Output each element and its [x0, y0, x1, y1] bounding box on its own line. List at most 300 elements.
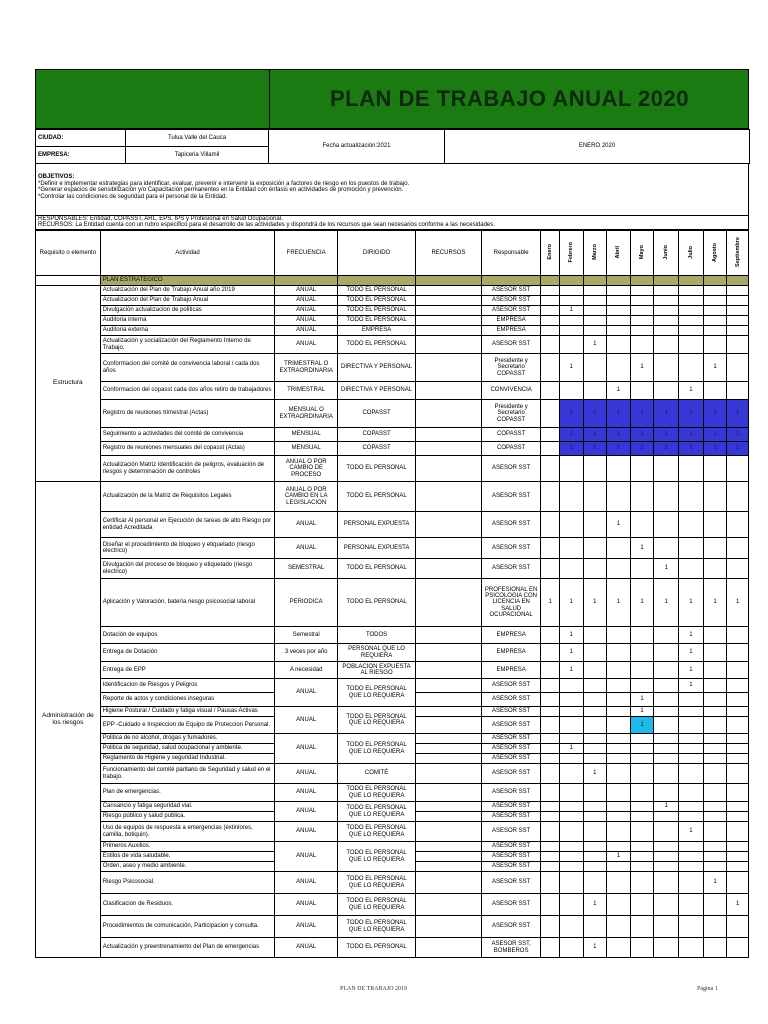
month-cell	[541, 754, 559, 764]
month-cell	[630, 754, 654, 764]
title-cell	[270, 70, 748, 128]
month-cell	[703, 862, 727, 872]
month-cell: 1	[679, 428, 704, 442]
month-cell	[607, 693, 631, 707]
month-cell	[727, 354, 749, 382]
target-cell: EMPRESA	[338, 326, 416, 336]
month-cell: 1	[559, 662, 583, 679]
responsible-cell: ASESOR SST	[481, 717, 541, 734]
month-cell: 1	[727, 579, 749, 627]
responsible-cell: ASESOR SST	[481, 872, 541, 894]
month-cell	[583, 326, 607, 336]
month-cell	[703, 754, 727, 764]
month-cell: 1	[559, 627, 583, 644]
target-cell: PERSONAL QUE LO REQUIERA	[338, 644, 416, 662]
month-cell	[541, 744, 559, 754]
activity-cell: Riesgo Psicosocial.	[100, 872, 275, 894]
month-cell	[541, 802, 559, 812]
month-cell	[559, 862, 583, 872]
month-cell	[559, 784, 583, 802]
month-cell	[654, 938, 679, 958]
month-cell	[583, 754, 607, 764]
month-cell	[607, 717, 631, 734]
frequency-cell: ANUAL	[275, 326, 338, 336]
month-cell: 1	[607, 512, 631, 538]
month-cell	[630, 862, 654, 872]
month-cell	[654, 707, 679, 717]
target-cell: TODO EL PERSONAL QUE LO REQUIERA	[338, 872, 416, 894]
month-cell	[630, 679, 654, 693]
responsible-cell: ASESOR SST	[481, 296, 541, 306]
resources-cell	[416, 734, 482, 744]
target-cell: DIRECTIVA Y PERSONAL	[338, 354, 416, 382]
month-cell: 1	[679, 382, 704, 400]
responsible-cell: ASESOR SST, BOMBEROS	[481, 938, 541, 958]
month-cell: 1	[679, 400, 704, 428]
resources-cell	[416, 764, 482, 784]
month-cell	[727, 872, 749, 894]
activity-cell: Funcionamiento del comité paritario de Seguridad y salud en el trabajo.	[100, 764, 275, 784]
month-cell	[541, 784, 559, 802]
responsible-cell: ASESOR SST	[481, 286, 541, 296]
month-cell: 1	[630, 693, 654, 707]
month-cell	[607, 754, 631, 764]
activity-cell: Orden, aseo y medio ambiente.	[100, 862, 275, 872]
month-cell	[727, 679, 749, 693]
resources-cell	[416, 456, 482, 482]
month-cell	[559, 894, 583, 916]
responsible-cell: ASESOR SST	[481, 802, 541, 812]
resources-cell	[416, 707, 482, 717]
activity-cell: Cansancio y fatiga seguridad vial.	[100, 802, 275, 812]
month-cell: 1	[559, 644, 583, 662]
month-cell	[654, 644, 679, 662]
month-cell	[583, 707, 607, 717]
resources-cell	[416, 842, 482, 852]
resources-cell	[416, 296, 482, 306]
month-cell	[607, 316, 631, 326]
responsible-cell: ASESOR SST	[481, 764, 541, 784]
responsible-cell: ASESOR SST	[481, 679, 541, 693]
responsible-cell: CONVIVENCIA	[481, 382, 541, 400]
month-cell: 1	[630, 428, 654, 442]
frequency-cell: ANUAL	[275, 802, 338, 822]
frequency-cell: MENSUAL	[275, 428, 338, 442]
month-cell	[559, 754, 583, 764]
activity-cell: Clasificacion de Residuos.	[100, 894, 275, 916]
frequency-cell: SEMESTRAL	[275, 559, 338, 579]
table-row	[36, 938, 749, 958]
frequency-cell: ANUAL	[275, 296, 338, 306]
table-row	[36, 662, 749, 679]
responsible-cell: ASESOR SST	[481, 693, 541, 707]
month-cell	[703, 644, 727, 662]
month-cell	[607, 812, 631, 822]
month-cell	[703, 662, 727, 679]
month-cell	[583, 382, 607, 400]
month-cell: 1	[630, 442, 654, 456]
month-cell: 1	[583, 400, 607, 428]
month-cell	[679, 872, 704, 894]
target-cell: TODO EL PERSONAL QUE LO REQUIERA	[338, 734, 416, 764]
responsible-cell: ASESOR SST	[481, 482, 541, 512]
work-plan-sheet	[35, 69, 749, 958]
month-cell	[703, 784, 727, 802]
logo-area	[36, 70, 270, 128]
month-cell: 1	[630, 579, 654, 627]
month-cell	[679, 916, 704, 938]
month-cell	[541, 442, 559, 456]
month-cell	[630, 512, 654, 538]
month-cell	[679, 812, 704, 822]
header-month-enero: Enero	[541, 231, 559, 276]
resources-cell	[416, 326, 482, 336]
target-cell: COPASST	[338, 400, 416, 428]
month-cell: 1	[559, 306, 583, 316]
target-cell: TODO EL PERSONAL	[338, 482, 416, 512]
month-cell	[559, 482, 583, 512]
month-cell	[607, 862, 631, 872]
month-cell	[541, 512, 559, 538]
responsible-cell: ASESOR SST	[481, 744, 541, 754]
header-month-julio: Julio	[679, 231, 704, 276]
target-cell: POBLACION EXPUESTA AL RIESGO	[338, 662, 416, 679]
activity-cell: Divulgación actualizacion de politicas	[100, 306, 275, 316]
resources-cell	[416, 644, 482, 662]
responsible-cell: Presidente y Secretario COPASST	[481, 354, 541, 382]
resources-cell	[416, 679, 482, 693]
table-row	[36, 822, 749, 842]
table-header-row	[36, 231, 749, 276]
month-cell	[727, 734, 749, 744]
table-row	[36, 627, 749, 644]
section-label: Administración de los riesgos	[36, 482, 101, 958]
month-cell: 1	[727, 442, 749, 456]
month-cell	[541, 627, 559, 644]
month-cell	[679, 286, 704, 296]
plan-date: ENERO 2020	[445, 130, 750, 164]
activities-table	[35, 230, 749, 958]
frequency-cell: ANUAL	[275, 538, 338, 559]
resources-cell	[416, 744, 482, 754]
month-cell	[583, 627, 607, 644]
month-cell	[654, 482, 679, 512]
month-cell	[630, 662, 654, 679]
frequency-cell: ANUAL	[275, 894, 338, 916]
month-cell	[703, 802, 727, 812]
month-cell	[727, 316, 749, 326]
month-cell	[541, 354, 559, 382]
table-row	[36, 316, 749, 326]
activity-cell: Reporte de actos y condiciones inseguras	[100, 693, 275, 707]
table-row	[36, 442, 749, 456]
frequency-cell: ANUAL	[275, 842, 338, 872]
responsables-line: RESPONSABLES: Entidad, COPASST, ARL, EPS, IPS y Profesional en Salud Ocupacional.	[38, 216, 283, 222]
month-cell	[654, 894, 679, 916]
target-cell: DIRECTIVA Y PERSONAL	[338, 382, 416, 400]
month-cell	[607, 482, 631, 512]
frequency-cell: ANUAL O POR CAMBIO DE PROCESO	[275, 456, 338, 482]
month-cell	[727, 717, 749, 734]
month-cell	[607, 662, 631, 679]
month-cell	[654, 862, 679, 872]
target-cell: TODO EL PERSONAL	[338, 938, 416, 958]
month-cell	[654, 784, 679, 802]
month-cell	[727, 538, 749, 559]
responsible-cell: ASESOR SST	[481, 559, 541, 579]
month-cell	[607, 872, 631, 894]
month-cell	[630, 938, 654, 958]
month-cell	[583, 354, 607, 382]
month-cell	[541, 862, 559, 872]
table-row	[36, 916, 749, 938]
month-cell	[559, 812, 583, 822]
table-row	[36, 512, 749, 538]
month-cell	[703, 559, 727, 579]
activity-cell: Estilos de vida saludable.	[100, 852, 275, 862]
header-month-marzo: Marzo	[583, 231, 607, 276]
month-cell	[541, 812, 559, 822]
resources-cell	[416, 579, 482, 627]
month-cell	[541, 644, 559, 662]
month-cell	[541, 822, 559, 842]
month-cell	[727, 336, 749, 354]
month-cell	[679, 693, 704, 707]
target-cell: TODO EL PERSONAL QUE LO REQUIERA	[338, 916, 416, 938]
month-cell: 1	[703, 428, 727, 442]
month-cell	[630, 482, 654, 512]
month-cell	[679, 802, 704, 812]
month-cell: 1	[703, 442, 727, 456]
month-cell	[541, 872, 559, 894]
month-cell: 1	[583, 336, 607, 354]
city-value: Tulua Valle del Cauca	[126, 130, 269, 147]
activity-cell: Riesgo público y salud publica.	[100, 812, 275, 822]
target-cell: TODO EL PERSONAL	[338, 316, 416, 326]
activity-cell: Divulgación del proceso de bloqueo y etiquetado (riesgo electrico)	[100, 559, 275, 579]
month-cell	[607, 842, 631, 852]
activity-cell: Reglamento de Higiene y seguridad Industrial.	[100, 754, 275, 764]
month-cell	[727, 296, 749, 306]
month-cell	[727, 644, 749, 662]
activity-cell: Actualizacion del Plan de Trabajo Anual	[100, 296, 275, 306]
month-cell	[559, 382, 583, 400]
activity-cell: Actualización Matriz Identificación de peligros, evaluación de riesgos y determinación de controles	[100, 456, 275, 482]
month-cell	[559, 286, 583, 296]
month-cell: 1	[679, 662, 704, 679]
activity-cell: Actualización y socialización del Reglamento Interno de Trabajo.	[100, 336, 275, 354]
month-cell	[559, 707, 583, 717]
table-row	[36, 286, 749, 296]
month-cell	[679, 744, 704, 754]
header-frecuencia: FRECUENCIA	[275, 231, 338, 276]
table-row	[36, 842, 749, 852]
month-cell	[607, 744, 631, 754]
month-cell	[703, 382, 727, 400]
frequency-cell: TRIMESTRAL O EXTRAORDINARIA	[275, 354, 338, 382]
month-cell: 1	[654, 442, 679, 456]
month-cell: 1	[583, 938, 607, 958]
month-cell	[630, 734, 654, 744]
frequency-cell: ANUAL	[275, 512, 338, 538]
month-cell: 1	[679, 627, 704, 644]
month-cell	[583, 679, 607, 693]
month-cell	[654, 764, 679, 784]
month-cell	[559, 717, 583, 734]
table-row	[36, 456, 749, 482]
month-cell	[679, 894, 704, 916]
month-cell: 1	[583, 442, 607, 456]
table-row	[36, 872, 749, 894]
month-cell	[541, 296, 559, 306]
month-cell: 1	[679, 679, 704, 693]
month-cell: 1	[607, 579, 631, 627]
month-cell	[654, 456, 679, 482]
month-cell: 1	[541, 579, 559, 627]
month-cell	[607, 764, 631, 784]
resources-cell	[416, 382, 482, 400]
month-cell	[727, 862, 749, 872]
month-cell	[679, 852, 704, 862]
responsible-cell: EMPRESA	[481, 326, 541, 336]
resources-cell	[416, 316, 482, 326]
band-label: PLAN ESTRATEGICO	[100, 276, 275, 286]
header-month-agosto: Agosto	[703, 231, 727, 276]
month-cell	[559, 842, 583, 852]
header-month-septiembre: Septiembre	[727, 231, 749, 276]
month-cell	[679, 456, 704, 482]
month-cell	[727, 707, 749, 717]
frequency-cell: ANUAL	[275, 734, 338, 764]
frequency-cell: ANUAL	[275, 784, 338, 802]
month-cell	[727, 822, 749, 842]
resources-cell	[416, 862, 482, 872]
month-cell	[559, 852, 583, 862]
target-cell: TODO EL PERSONAL	[338, 306, 416, 316]
month-cell	[607, 894, 631, 916]
month-cell: 1	[630, 354, 654, 382]
table-row	[36, 400, 749, 428]
responsible-cell: ASESOR SST	[481, 707, 541, 717]
month-cell	[630, 644, 654, 662]
target-cell: PERSONAL EXPUESTA	[338, 512, 416, 538]
month-cell	[654, 754, 679, 764]
page-title: PLAN DE TRABAJO ANUAL 2020	[330, 86, 689, 111]
month-cell: 1	[630, 717, 654, 734]
activity-cell: Identificacion de Riesgos y Peligros	[100, 679, 275, 693]
month-cell	[607, 802, 631, 812]
resources-cell	[416, 662, 482, 679]
month-cell	[583, 306, 607, 316]
table-row	[36, 382, 749, 400]
month-cell: 1	[630, 538, 654, 559]
objective-line: *Controlar las condiciones de seguridad para el personal de la Entidad.	[38, 193, 228, 200]
month-cell	[583, 802, 607, 812]
month-cell	[654, 538, 679, 559]
table-row	[36, 482, 749, 512]
month-cell	[654, 693, 679, 707]
month-cell: 1	[559, 744, 583, 754]
month-cell	[607, 734, 631, 744]
frequency-cell: TRIMESTRAL	[275, 382, 338, 400]
responsible-cell: EMPRESA	[481, 662, 541, 679]
month-cell	[583, 316, 607, 326]
responsible-cell: COPASST	[481, 428, 541, 442]
frequency-cell: ANUAL	[275, 707, 338, 734]
month-cell	[607, 538, 631, 559]
month-cell: 1	[583, 428, 607, 442]
activity-cell: EPP -Cuidado e Inspeccion de Equipo de Proteccion Personal.	[100, 717, 275, 734]
month-cell	[654, 662, 679, 679]
table-row	[36, 326, 749, 336]
month-cell	[630, 802, 654, 812]
resources-cell	[416, 754, 482, 764]
month-cell	[703, 744, 727, 754]
month-cell	[607, 938, 631, 958]
month-cell	[679, 717, 704, 734]
month-cell	[559, 512, 583, 538]
month-cell	[541, 559, 559, 579]
month-cell	[583, 286, 607, 296]
month-cell	[703, 938, 727, 958]
month-cell: 1	[703, 872, 727, 894]
month-cell	[727, 693, 749, 707]
month-cell	[679, 559, 704, 579]
month-cell: 1	[607, 442, 631, 456]
target-cell: TODO EL PERSONAL	[338, 336, 416, 354]
footer-page: Página 1	[697, 986, 718, 992]
month-cell	[630, 764, 654, 784]
month-cell	[703, 286, 727, 296]
month-cell	[630, 559, 654, 579]
month-cell	[541, 734, 559, 744]
month-cell: 1	[607, 382, 631, 400]
month-cell	[607, 354, 631, 382]
section-label: Estructura	[36, 286, 101, 482]
activity-cell: Dotación de equipos	[100, 627, 275, 644]
month-cell	[679, 862, 704, 872]
month-cell	[583, 693, 607, 707]
target-cell: TODO EL PERSONAL QUE LO REQUIERA	[338, 802, 416, 822]
month-cell	[703, 916, 727, 938]
month-cell	[630, 872, 654, 894]
month-cell	[630, 852, 654, 862]
month-cell	[559, 679, 583, 693]
target-cell: TODO EL PERSONAL QUE LO REQUIERA	[338, 822, 416, 842]
month-cell	[703, 306, 727, 316]
band-row	[36, 276, 749, 286]
month-cell	[703, 512, 727, 538]
city-label: CIUDAD:	[36, 130, 126, 147]
responsible-cell: ASESOR SST	[481, 852, 541, 862]
month-cell	[630, 822, 654, 842]
activity-cell: Primeros Auxilios.	[100, 842, 275, 852]
month-cell	[583, 456, 607, 482]
month-cell	[679, 306, 704, 316]
month-cell	[541, 662, 559, 679]
month-cell	[630, 326, 654, 336]
month-cell	[607, 336, 631, 354]
target-cell: TODO EL PERSONAL QUE LO REQUIERA	[338, 784, 416, 802]
month-cell	[541, 382, 559, 400]
target-cell: COMITÉ	[338, 764, 416, 784]
month-cell	[727, 662, 749, 679]
month-cell	[679, 538, 704, 559]
company-label: EMPRESA:	[36, 147, 126, 164]
month-cell: 1	[607, 400, 631, 428]
objectives-title: OBJETIVOS:	[38, 174, 75, 180]
responsible-cell: ASESOR SST	[481, 538, 541, 559]
